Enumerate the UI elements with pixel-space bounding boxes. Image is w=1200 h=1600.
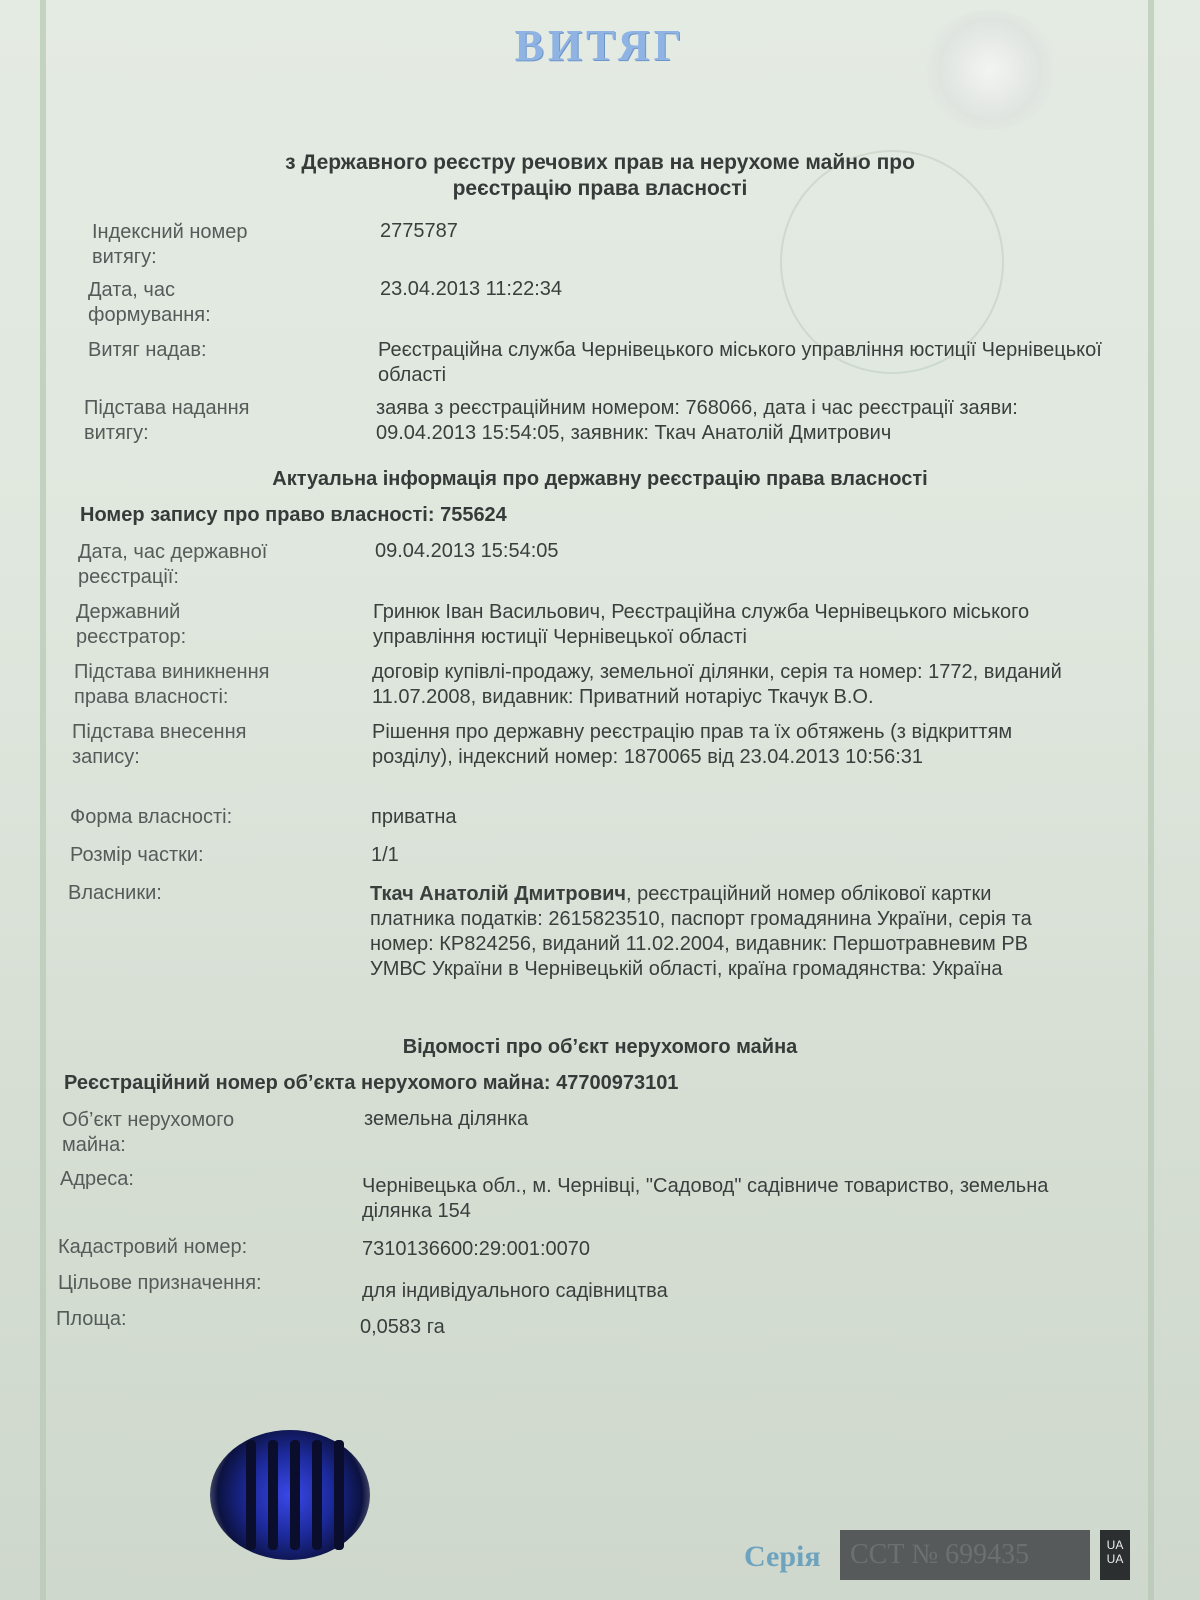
origin-label: Підстава виникнення права власності:	[74, 661, 270, 708]
address-value: Чернівецька обл., м. Чернівці, "Садовод" садівниче товариство, земельна ділянка 154	[362, 1175, 1049, 1222]
document-logo-title: ВИТЯГ	[514, 21, 686, 70]
purpose-value: для індивідуального садівництва	[362, 1280, 668, 1302]
left-border	[40, 0, 46, 1600]
purpose-label: Цільове призначення:	[58, 1272, 262, 1294]
cadastral-value: 7310136600:29:001:0070	[362, 1238, 591, 1260]
series-label: Серія	[744, 1540, 821, 1573]
hologram-seal-icon	[210, 1430, 370, 1560]
object-label: Об’єкт нерухомого майна:	[62, 1109, 235, 1156]
registrar-label: Державний реєстратор:	[76, 601, 187, 648]
area-label: Площа:	[56, 1308, 127, 1330]
ownership-section-title: Актуальна інформація про державну реєстрацію права власності	[272, 468, 928, 490]
form-value: приватна	[371, 806, 457, 828]
right-border	[1148, 0, 1154, 1600]
owners-label: Власники:	[68, 882, 162, 904]
entry-value: Рішення про державну реєстрацію прав та їх обтяжень (з відкриттям розділу), індексний номер: 1870065 від 23.04.2013 10:56:31	[372, 721, 1013, 768]
registrar-value: Гринюк Іван Васильович, Реєстраційна служба Чернівецького міського управління юстиції Чернівецької області	[373, 601, 1030, 648]
property-reg-number: Реєстраційний номер об’єкта нерухомого майна: 47700973101	[64, 1072, 679, 1094]
share-label: Розмір частки:	[70, 844, 204, 866]
date-label: Дата, час формування:	[88, 279, 211, 326]
reg-date-value: 09.04.2013 15:54:05	[375, 540, 559, 562]
issued-value: Реєстраційна служба Чернівецького міського управління юстиції Чернівецької області	[378, 339, 1102, 386]
index-label: Індексний номер витягу:	[92, 221, 248, 268]
series-number: ССТ № 699435	[840, 1530, 1090, 1580]
basis-value: заява з реєстраційним номером: 768066, дата і час реєстрації заяви: 09.04.2013 15:54:05, заявник: Ткач Анатолій Дмитрович	[376, 397, 1018, 444]
reg-date-label: Дата, час державної реєстрації:	[78, 541, 268, 588]
property-section-title: Відомості про об’єкт нерухомого майна	[402, 1036, 798, 1058]
cadastral-label: Кадастровий номер:	[58, 1236, 248, 1258]
issued-label: Витяг надав:	[88, 339, 207, 361]
ua-mark: UA UA	[1100, 1530, 1130, 1580]
entry-label: Підстава внесення запису:	[72, 721, 247, 768]
address-label: Адреса:	[60, 1168, 134, 1190]
origin-value: договір купівлі-продажу, земельної ділянки, серія та номер: 1772, виданий 11.07.2008, видавник: Приватний нотаріус Ткачук В.О.	[372, 661, 1062, 708]
basis-label: Підстава надання витягу:	[84, 397, 250, 444]
share-value: 1/1	[371, 844, 399, 866]
form-label: Форма власності:	[70, 806, 233, 828]
owners-value	[370, 882, 1070, 982]
object-value: земельна ділянка	[364, 1108, 529, 1130]
owner-details: , реєстраційний номер облікової картки платника податків: 2615823510, паспорт громадянина України, серія та номер: КР824256, виданий 11.02.2004, видавник: Першотравневим РВ УМВС України в Чернівецькій області, країна громадянства: Україна	[370, 883, 1032, 980]
owner-name: Ткач Анатолій Дмитрович	[370, 883, 627, 905]
document-heading: з Державного реєстру речових прав на нерухоме майно про реєстрацію права власності	[285, 151, 915, 200]
ownership-record-number: Номер запису про право власності: 755624	[80, 504, 507, 526]
index-value: 2775787	[380, 220, 458, 242]
date-value: 23.04.2013 11:22:34	[380, 278, 563, 300]
area-value: 0,0583 га	[360, 1316, 445, 1338]
